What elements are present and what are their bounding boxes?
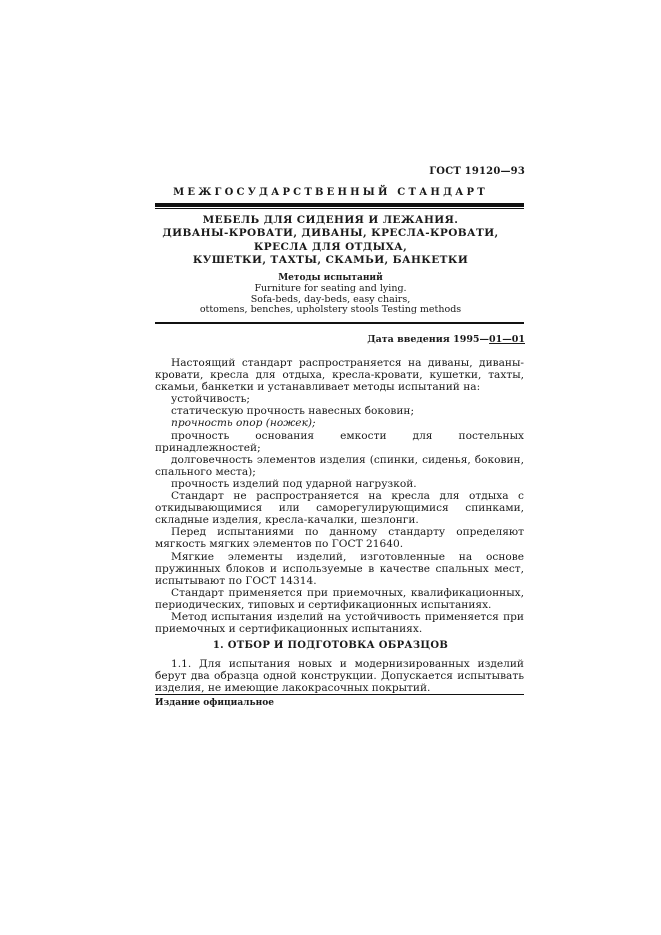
standard-type: МЕЖГОСУДАРСТВЕННЫЙ СТАНДАРТ: [173, 187, 488, 198]
list-item-bedding-box: прочность основания емкости для постельных принадлежностей;: [155, 429, 524, 454]
clause-1-1-text: 1.1. Для испытания новых и модернизированных изделий берут два образца одной конструкции. Допускается испытывать изделия, не имеющие лакокрасочных покрытий.: [155, 658, 524, 695]
english-title-line-2: Sofa-beds, day-beds, easy chairs,: [250, 293, 411, 305]
title-line-4: КУШЕТКИ, ТАХТЫ, СКАМЬИ, БАНКЕТКИ: [192, 253, 469, 266]
paragraph-intro: Настоящий стандарт распространяется на диваны, диваны-кровати, кресла для отдыха, кресла-кровати, кушетки, тахты, скамьи, банкетки и устанавливает методы испытаний на:: [155, 357, 524, 394]
list-item-side-strength: статическую прочность навесных боковин;: [171, 405, 415, 418]
header-thin-rule: [155, 208, 524, 209]
list-item-legs-strength: прочность опор (ножек);: [171, 417, 316, 430]
body-text: [155, 357, 524, 635]
introduction-date: [367, 334, 525, 345]
section-heading: 1. ОТБОР И ПОДГОТОВКА ОБРАЗЦОВ: [212, 640, 449, 651]
title-subtitle: Методы испытаний: [278, 273, 383, 284]
date-label: Дата введения: [367, 334, 450, 345]
list-item-durability: долговечность элементов изделия (спинки, сиденья, боковин, спального места);: [155, 453, 524, 478]
title-line-1: МЕБЕЛЬ ДЛЯ СИДЕНИЯ И ЛЕЖАНИЯ.: [202, 214, 459, 226]
paragraph-springs: Мягкие элементы изделий, изготовленные на основе пружинных блоков и используемые в качестве спальных мест, испытывают по ГОСТ 14314.: [155, 550, 524, 587]
official-edition: Издание официальное: [155, 698, 274, 708]
title-block: [0, 214, 661, 283]
paragraph-stability-method: Метод испытания изделий на устойчивость применяется при приемочных и сертификационных испытаниях.: [155, 610, 524, 636]
date-value-underlined: 01—01: [489, 334, 525, 345]
english-title: [0, 284, 661, 316]
clause-1-1: [155, 658, 524, 694]
header-thick-rule: [155, 203, 524, 207]
paragraph-exclusions: Стандарт не распространяется на кресла для отдыха с откидывающимися или саморегулирующимися спинками, складные изделия, кресла-качалки, шезлонги.: [155, 490, 524, 527]
english-title-line-1: Furniture for seating and lying.: [254, 283, 407, 294]
title-line-3: КРЕСЛА ДЛЯ ОТДЫХА,: [253, 240, 408, 253]
title-bottom-rule: [155, 322, 524, 324]
gost-number: ГОСТ 19120—93: [429, 166, 525, 177]
footer-rule: [155, 694, 524, 695]
paragraph-softness: Перед испытаниями по данному стандарту определяют мягкость мягких элементов по ГОСТ 21640.: [155, 526, 524, 551]
list-item-impact: прочность изделий под ударной нагрузкой.: [171, 477, 417, 490]
title-line-2: ДИВАНЫ-КРОВАТИ, ДИВАНЫ, КРЕСЛА-КРОВАТИ,: [162, 227, 499, 240]
list-item-stability: устойчивость;: [171, 393, 251, 406]
english-title-line-3: ottomens, benches, upholstery stools Testing methods: [199, 304, 462, 316]
date-value-prefix: 1995—: [453, 334, 490, 345]
paragraph-test-types: Стандарт применяется при приемочных, квалификационных, периодических, типовых и сертификационных испытаниях.: [155, 586, 524, 611]
